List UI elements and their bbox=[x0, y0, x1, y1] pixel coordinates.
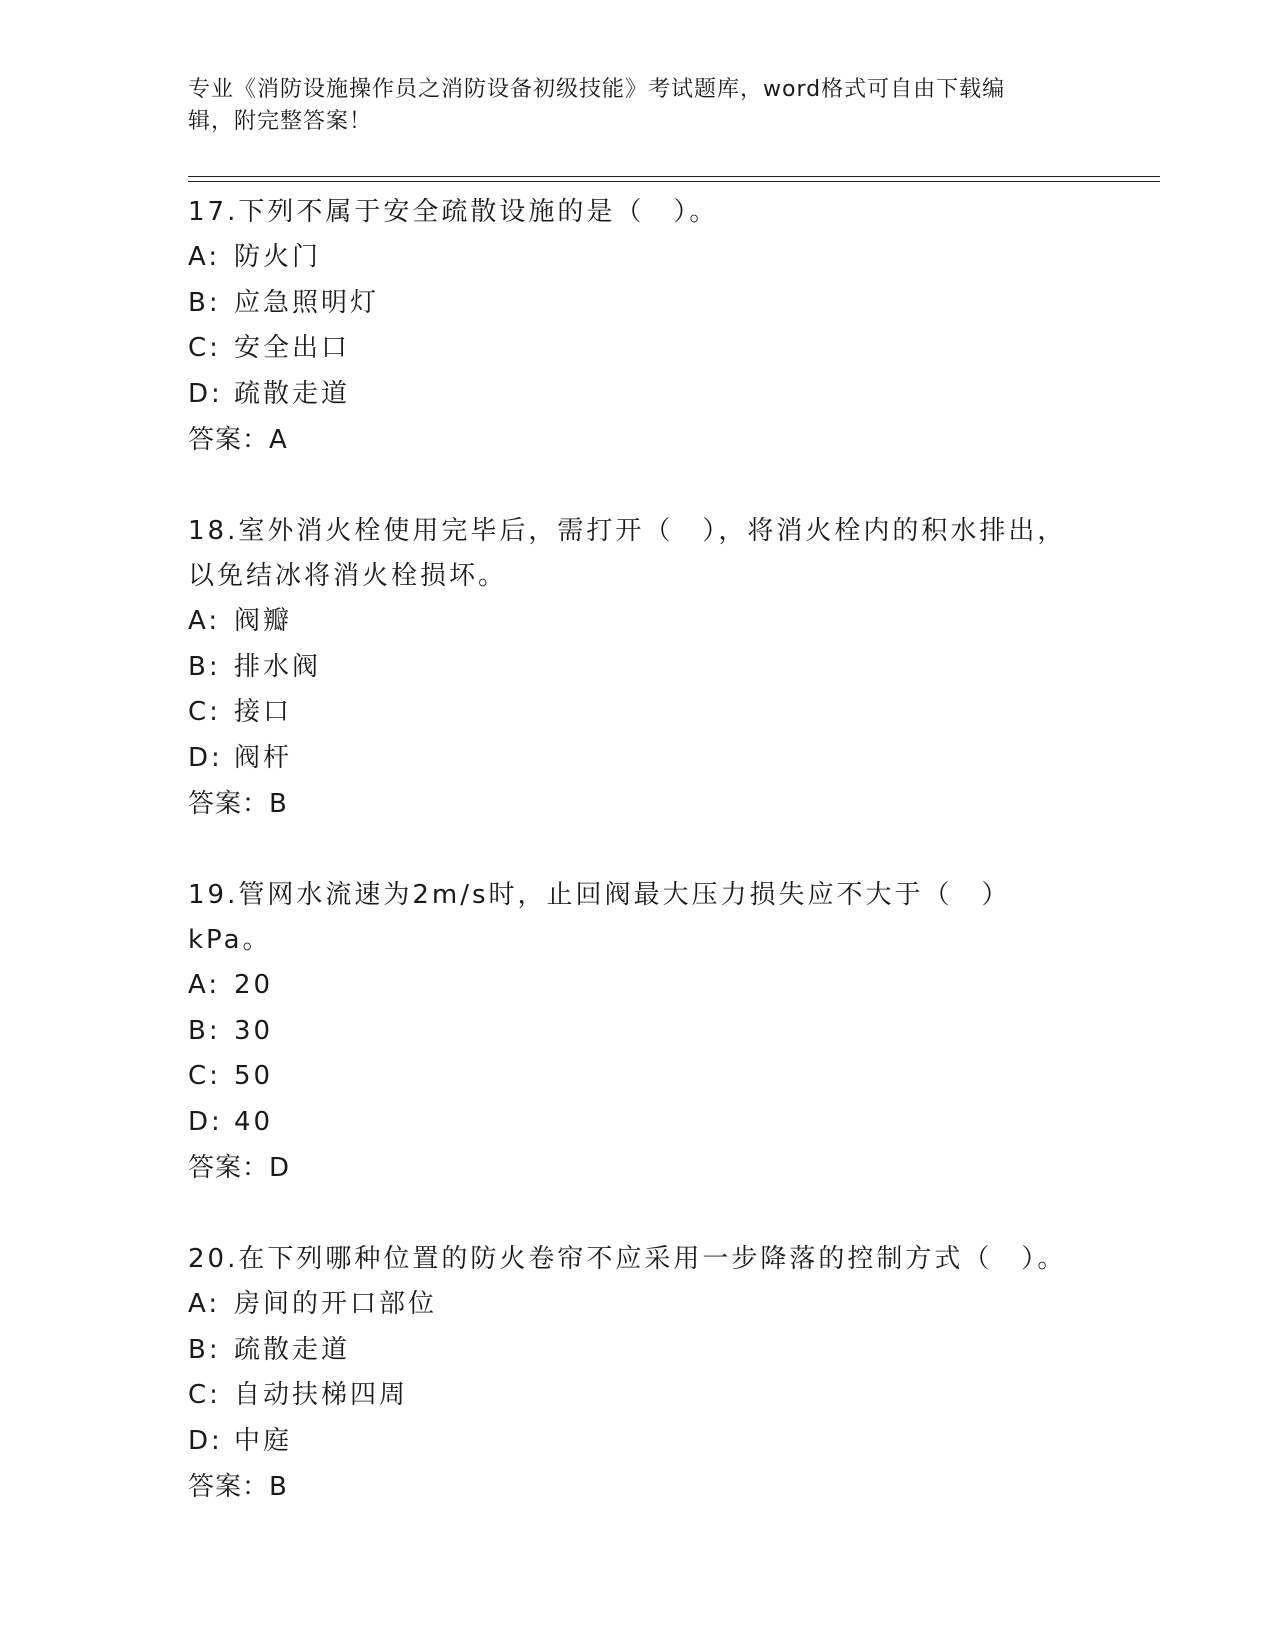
option-b bbox=[188, 1328, 1088, 1374]
option-key: C: bbox=[188, 1380, 221, 1410]
option-key: A: bbox=[188, 242, 221, 272]
option-d bbox=[188, 1100, 1088, 1146]
option-key: A: bbox=[188, 1289, 221, 1319]
option-text: 疏散走道 bbox=[234, 1334, 351, 1365]
header-divider-top bbox=[188, 176, 1160, 177]
option-d bbox=[188, 372, 1088, 418]
option-text: 阀杆 bbox=[234, 742, 293, 773]
option-text: 阀瓣 bbox=[234, 606, 293, 636]
option-text: 中庭 bbox=[234, 1425, 293, 1456]
header-line-1: 专业《消防设施操作员之消防设备初级技能》考试题库，word格式可自由下载编 bbox=[188, 77, 1006, 102]
option-b bbox=[188, 281, 1088, 327]
option-c bbox=[188, 1373, 1088, 1419]
question-stem: 17.下列不属于安全疏散设施的是（ ）。 bbox=[188, 197, 719, 227]
option-d bbox=[188, 736, 1088, 782]
answer: 答案：B bbox=[188, 1472, 288, 1502]
option-text: 自动扶梯四周 bbox=[234, 1380, 409, 1410]
option-c bbox=[188, 690, 1088, 736]
option-key: D: bbox=[188, 1106, 223, 1137]
question-19 bbox=[188, 873, 1088, 1191]
option-text: 房间的开口部位 bbox=[234, 1289, 438, 1319]
option-key: C: bbox=[188, 697, 221, 727]
option-key: C: bbox=[188, 1061, 221, 1091]
option-a bbox=[188, 235, 1088, 281]
question-20 bbox=[188, 1237, 1088, 1510]
answer: 答案：D bbox=[188, 1153, 291, 1183]
option-text: 50 bbox=[234, 1061, 274, 1091]
option-text: 40 bbox=[234, 1106, 274, 1137]
option-d bbox=[188, 1419, 1088, 1465]
answer: 答案：A bbox=[188, 425, 288, 455]
option-key: D: bbox=[188, 1425, 223, 1456]
header-line-2: 辑，附完整答案！ bbox=[188, 109, 373, 134]
option-a bbox=[188, 599, 1088, 645]
header-divider-bottom bbox=[188, 181, 1160, 182]
question-stem-continued: 以免结冰将消火栓损坏。 bbox=[188, 561, 508, 591]
option-a bbox=[188, 1282, 1088, 1328]
option-key: D: bbox=[188, 742, 223, 773]
document-header bbox=[188, 74, 1068, 138]
option-b bbox=[188, 645, 1088, 691]
option-a bbox=[188, 963, 1088, 1009]
question-stem: 20.在下列哪种位置的防火卷帘不应采用一步降落的控制方式（ ）。 bbox=[188, 1244, 1067, 1274]
option-text: 排水阀 bbox=[234, 651, 322, 682]
option-text: 20 bbox=[234, 970, 274, 1000]
option-key: A: bbox=[188, 606, 221, 636]
question-stem: 19.管网水流速为2m/s时，止回阀最大压力损失应不大于（ ）kPa。 bbox=[188, 880, 1011, 955]
option-key: D: bbox=[188, 378, 223, 409]
option-key: B: bbox=[188, 1015, 221, 1046]
option-key: A: bbox=[188, 970, 221, 1000]
option-key: B: bbox=[188, 287, 221, 318]
option-text: 安全出口 bbox=[234, 333, 351, 363]
option-text: 疏散走道 bbox=[234, 378, 351, 409]
question-17 bbox=[188, 190, 1088, 463]
option-text: 防火门 bbox=[234, 242, 322, 272]
option-text: 应急照明灯 bbox=[234, 287, 380, 318]
option-text: 30 bbox=[234, 1015, 274, 1046]
question-list bbox=[188, 190, 1088, 1556]
question-18 bbox=[188, 509, 1088, 827]
option-c bbox=[188, 1054, 1088, 1100]
option-key: C: bbox=[188, 333, 221, 363]
option-text: 接口 bbox=[234, 697, 293, 727]
question-stem: 18.室外消火栓使用完毕后，需打开（ ），将消火栓内的积水排出， bbox=[188, 516, 1067, 546]
answer: 答案：B bbox=[188, 789, 288, 819]
option-c bbox=[188, 326, 1088, 372]
option-b bbox=[188, 1009, 1088, 1055]
option-key: B: bbox=[188, 1334, 221, 1365]
option-key: B: bbox=[188, 651, 221, 682]
